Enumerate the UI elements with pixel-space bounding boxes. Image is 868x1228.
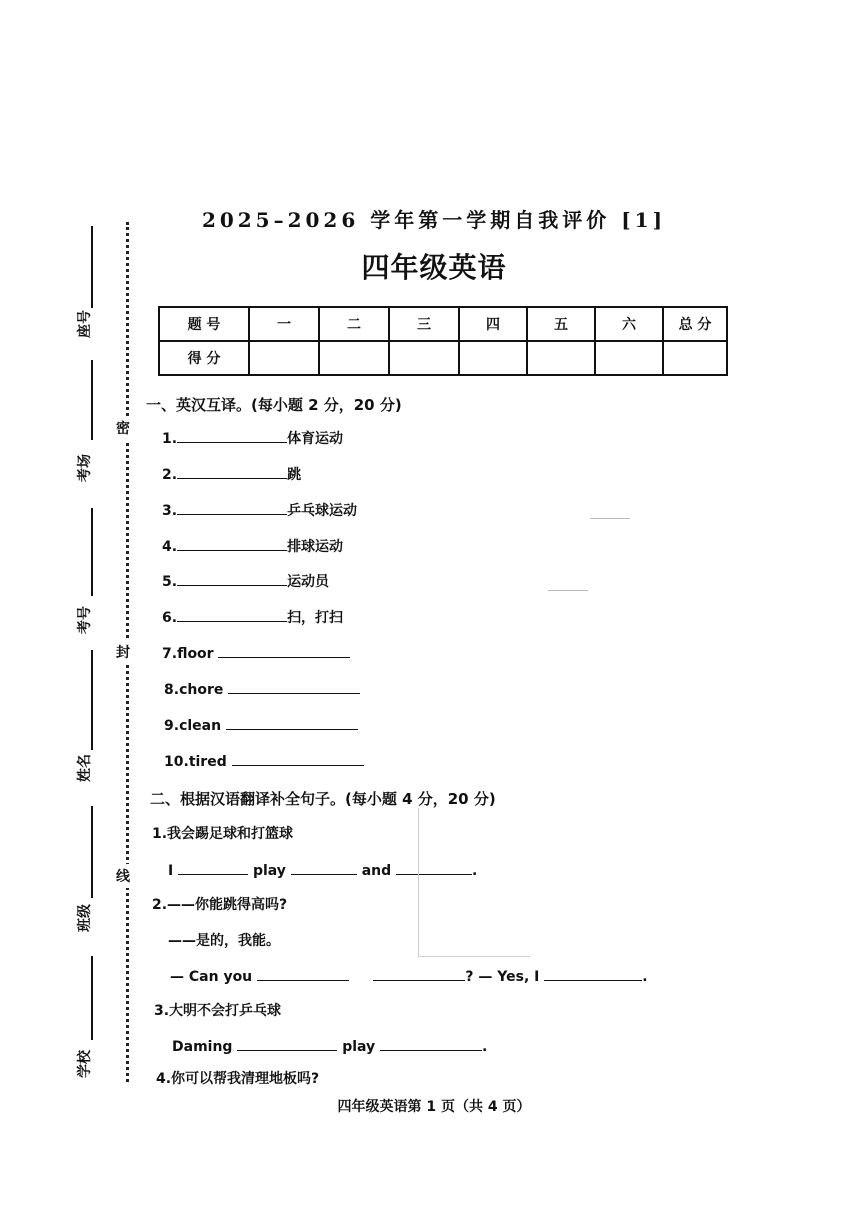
- item-text: 运动员: [287, 574, 330, 590]
- item-number: 1.: [162, 431, 178, 447]
- sentence-word: play: [342, 1039, 376, 1055]
- item-text: tired: [188, 754, 227, 770]
- table-cell: 六: [595, 307, 663, 341]
- table-cell: 五: [527, 307, 595, 341]
- list-item: [162, 536, 343, 556]
- item-text: 排球运动: [287, 539, 344, 555]
- answer-blank[interactable]: [218, 643, 350, 658]
- list-item: [164, 679, 360, 698]
- sentence-word: Daming: [172, 1039, 233, 1055]
- item-text: 体育运动: [287, 431, 344, 447]
- score-table-score-row: [159, 341, 727, 375]
- seal-char-xian: 线: [116, 864, 130, 888]
- item-text: clean: [179, 718, 222, 734]
- item-text: 跳: [287, 467, 302, 483]
- question-mark: ?: [465, 969, 474, 985]
- question-prompt: 3.大明不会打乒乓球: [154, 1003, 282, 1019]
- answer-blank[interactable]: [177, 536, 287, 551]
- answer-blank[interactable]: [257, 966, 349, 981]
- answer-blank[interactable]: [373, 966, 465, 981]
- answer-blank[interactable]: [177, 428, 287, 443]
- binding-line: [91, 806, 93, 898]
- table-cell: 二: [319, 307, 389, 341]
- page-footer: 四年级英语第 1 页（共 4 页）: [337, 1099, 531, 1115]
- sentence-word: and: [361, 863, 392, 879]
- answer-line: [172, 1036, 487, 1055]
- school-label: 学校: [77, 1050, 93, 1078]
- question-reply: ——是的，我能。: [168, 933, 280, 949]
- score-cell[interactable]: [319, 341, 389, 375]
- table-cell: 总 分: [663, 307, 727, 341]
- answer-blank[interactable]: [232, 751, 364, 766]
- sentence-end: .: [482, 1039, 488, 1055]
- item-text: 乒乓球运动: [287, 503, 358, 519]
- score-cell[interactable]: [663, 341, 727, 375]
- item-text: 扫，打扫: [287, 610, 344, 626]
- section1-heading: 一、英汉互译。(每小题 2 分，20 分): [146, 396, 402, 414]
- sentence-word: I: [168, 863, 174, 879]
- list-item: [164, 715, 358, 734]
- sentence-word: Yes, I: [497, 969, 540, 985]
- answer-blank[interactable]: [177, 464, 287, 479]
- binding-line: [91, 956, 93, 1040]
- table-cell: 得 分: [159, 341, 249, 375]
- exam-title: 2025–2026 学年第一学期自我评价 [1]: [201, 208, 667, 232]
- section2-heading: 二、根据汉语翻译补全句子。(每小题 4 分，20 分): [150, 790, 496, 808]
- scan-artifact: [548, 590, 588, 591]
- answer-blank[interactable]: [380, 1036, 482, 1051]
- list-item: [164, 751, 364, 770]
- item-number: 3.: [162, 503, 178, 519]
- answer-blank[interactable]: [177, 500, 287, 515]
- sentence-end: .: [642, 969, 648, 985]
- item-number: 8.: [164, 682, 180, 698]
- seal-char-mi: 密: [116, 416, 130, 440]
- table-cell: 四: [459, 307, 527, 341]
- class-label: 班级: [77, 904, 93, 932]
- list-item: [162, 607, 343, 627]
- answer-blank[interactable]: [396, 860, 472, 875]
- answer-blank[interactable]: [291, 860, 357, 875]
- answer-blank[interactable]: [226, 715, 358, 730]
- table-cell: 一: [249, 307, 319, 341]
- answer-blank[interactable]: [177, 607, 287, 622]
- dash: —: [170, 969, 184, 985]
- seat-number-label: 座号: [77, 310, 93, 338]
- score-cell[interactable]: [595, 341, 663, 375]
- seal-char-feng: 封: [116, 640, 130, 664]
- answer-blank[interactable]: [178, 860, 248, 875]
- score-table: [158, 306, 728, 376]
- exam-room-label: 考场: [77, 454, 93, 482]
- item-number: 10.: [164, 754, 189, 770]
- binding-line: [91, 650, 93, 750]
- item-number: 9.: [164, 718, 180, 734]
- item-number: 2.: [162, 467, 178, 483]
- item-number: 6.: [162, 610, 178, 626]
- exam-subtitle: 四年级英语: [361, 251, 507, 284]
- item-number: 4.: [162, 539, 178, 555]
- score-cell[interactable]: [249, 341, 319, 375]
- answer-blank[interactable]: [177, 571, 287, 586]
- scan-artifact: [418, 808, 419, 958]
- answer-blank[interactable]: [237, 1036, 337, 1051]
- sentence-end: .: [472, 863, 478, 879]
- answer-line: [168, 860, 477, 879]
- exam-number-label: 考号: [77, 606, 93, 634]
- binding-line: [91, 508, 93, 596]
- score-cell[interactable]: [527, 341, 595, 375]
- score-table-header-row: [159, 307, 727, 341]
- list-item: [162, 643, 350, 662]
- dash: —: [478, 969, 493, 985]
- item-number: 5.: [162, 574, 178, 590]
- question-prompt: 2.——你能跳得高吗?: [152, 897, 288, 913]
- score-cell[interactable]: [459, 341, 527, 375]
- binding-line: [91, 360, 93, 440]
- question-prompt: 1.我会踢足球和打篮球: [152, 826, 294, 842]
- table-cell: 题 号: [159, 307, 249, 341]
- scan-artifact: [420, 956, 530, 957]
- sentence-word: play: [252, 863, 286, 879]
- item-number: 7.: [162, 646, 178, 662]
- list-item: [162, 571, 329, 591]
- scan-artifact: [590, 518, 630, 519]
- item-text: chore: [179, 682, 224, 698]
- list-item: [162, 500, 357, 520]
- item-text: floor: [177, 646, 214, 662]
- table-cell: 三: [389, 307, 459, 341]
- sentence-word: Can you: [188, 969, 253, 985]
- list-item: [162, 464, 301, 484]
- question-prompt: 4.你可以帮我清理地板吗?: [156, 1071, 320, 1087]
- answer-line: [170, 966, 648, 985]
- score-cell[interactable]: [389, 341, 459, 375]
- answer-blank[interactable]: [544, 966, 642, 981]
- name-label: 姓名: [77, 754, 93, 782]
- answer-blank[interactable]: [228, 679, 360, 694]
- list-item: [162, 428, 343, 448]
